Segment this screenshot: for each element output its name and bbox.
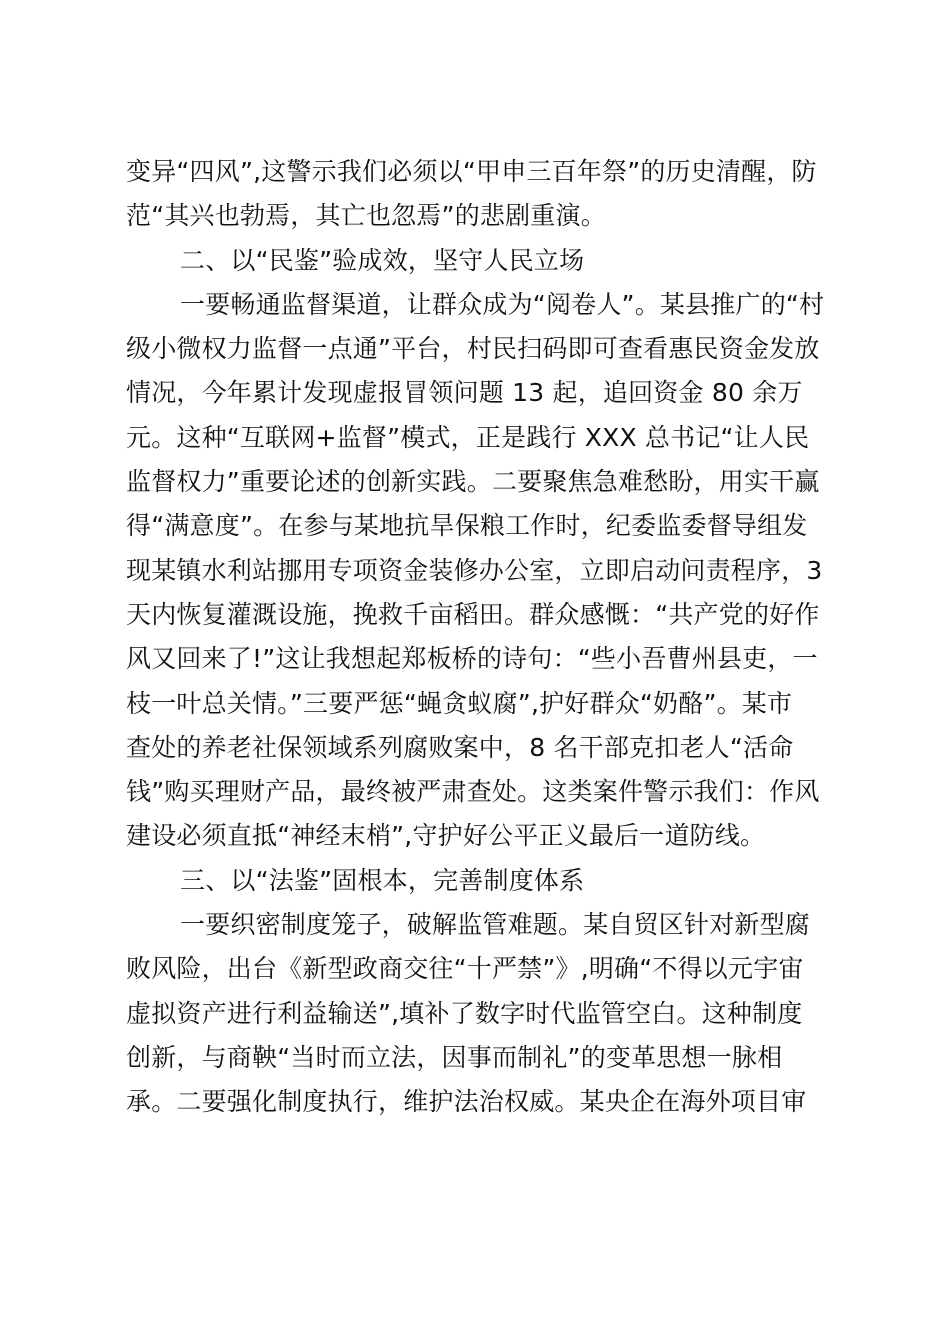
text-line: 建设必须直抵“神经末梢”,守护好公平正义最后一道防线。 — [126, 821, 766, 851]
section-heading: 二、以“民鉴”验成效，坚守人民立场 — [180, 245, 585, 275]
text-line: 情况，今年累计发现虚报冒领问题 13 起，追回资金 80 余万 — [126, 378, 803, 408]
body-text — [126, 150, 846, 1125]
text-line: 钱”购买理财产品，最终被严肃查处。这类案件警示我们：作风 — [126, 777, 820, 807]
text-line: 监督权力”重要论述的创新实践。二要聚焦急难愁盼，用实干赢 — [126, 467, 820, 497]
text-line: 枝一叶总关情。”三要严惩“蝇贪蚁腐”,护好群众“奶酪”。某市 — [126, 688, 793, 718]
text-line: 承。二要强化制度执行，维护法治权威。某央企在海外项目审 — [126, 1087, 807, 1117]
text-line: 级小微权力监督一点通”平台，村民扫码即可查看惠民资金发放 — [126, 334, 820, 364]
paragraph-start: 一要织密制度笼子，破解监管难题。某自贸区针对新型腐 — [180, 910, 811, 940]
section-heading: 三、以“法鉴”固根本，完善制度体系 — [180, 865, 585, 895]
text-line: 变异“四风”,这警示我们必须以“甲申三百年祭”的历史清醒，防 — [126, 157, 817, 186]
paragraph-start: 一要畅通监督渠道，让群众成为“阅卷人”。某县推广的“村 — [180, 289, 825, 319]
text-line: 败风险，出台《新型政商交往“十严禁”》,明确“不得以元宇宙 — [126, 954, 804, 984]
text-line: 元。这种“互联网+监督”模式，正是践行 XXX 总书记“让人民 — [126, 422, 810, 452]
text-line: 现某镇水利站挪用专项资金装修办公室，立即启动问责程序，3 — [126, 555, 823, 585]
text-line: 虚拟资产进行利益输送”,填补了数字时代监管空白。这种制度 — [126, 998, 803, 1028]
text-line: 天内恢复灌溉设施，挽救千亩稻田。群众感慨：“共产党的好作 — [126, 599, 820, 629]
text-line: 范“其兴也勃焉，其亡也忽焉”的悲剧重演。 — [126, 201, 606, 231]
text-line: 得“满意度”。在参与某地抗旱保粮工作时，纪委监委督导组发 — [126, 511, 808, 541]
text-line: 风又回来了!”这让我想起郑板桥的诗句：“些小吾曹州县吏，一 — [126, 644, 818, 674]
text-line: 创新，与商鞅“当时而立法，因事而制礼”的变革思想一脉相 — [126, 1042, 783, 1072]
text-line: 查处的养老社保领域系列腐败案中，8 名干部克扣老人“活命 — [126, 732, 794, 762]
